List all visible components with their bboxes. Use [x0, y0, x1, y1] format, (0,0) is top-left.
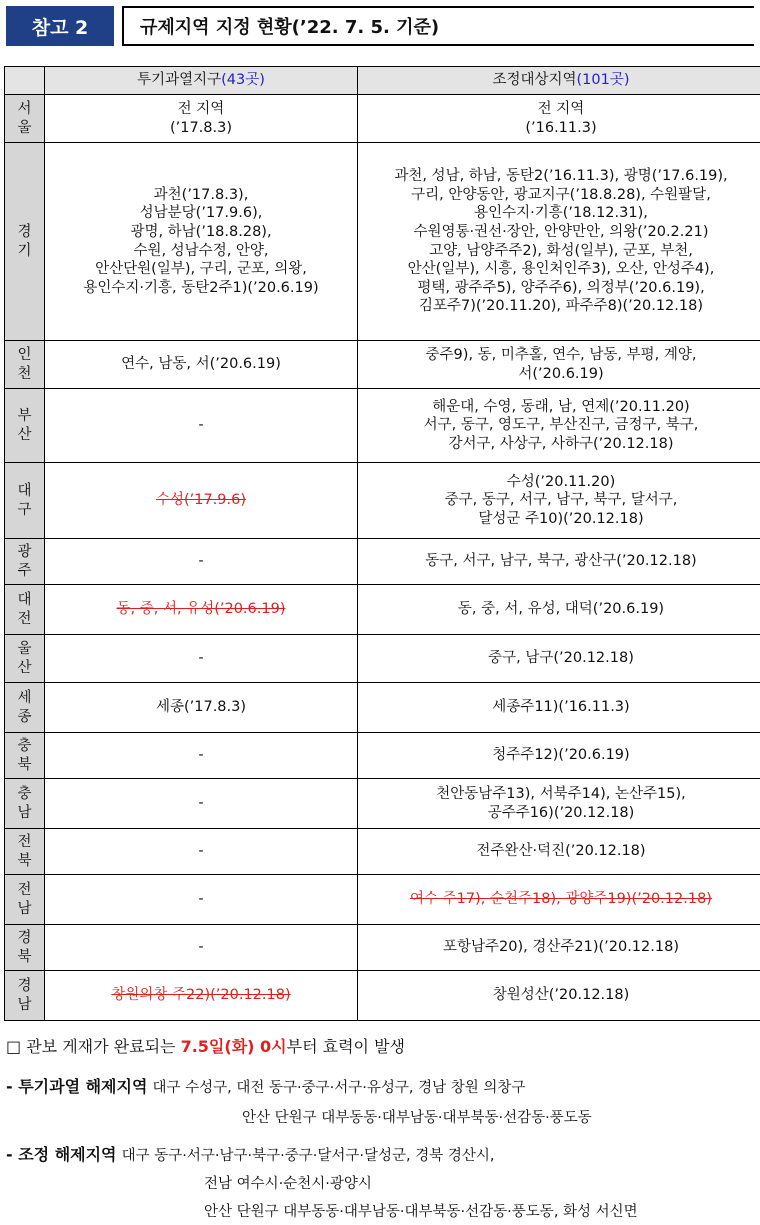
- adjustment-zone-header: 조정대상지역(101곳): [358, 67, 760, 95]
- table-row: [5, 539, 760, 585]
- speculative-release-line2: 안산 단원구 대부동동·대부남동·대부북동·선감동·풍도동: [242, 1110, 592, 1126]
- table-row: [5, 875, 760, 925]
- speculation-zone-text: -: [198, 417, 204, 434]
- table-row: [5, 585, 760, 635]
- speculation-zone-cell: [45, 925, 358, 971]
- reference-badge: 참고 2: [6, 6, 114, 46]
- speculation-zone-cell: [45, 463, 358, 539]
- speculation-zone-cell: [45, 683, 358, 733]
- table-row: [5, 389, 760, 463]
- table-row: [5, 829, 760, 875]
- speculation-zone-text: -: [198, 891, 204, 908]
- region-cell: 전 남: [5, 875, 45, 925]
- table-header-row: [5, 67, 760, 95]
- regulated-areas-table: [4, 66, 760, 1021]
- speculation-zone-text: 연수, 남동, 서(’20.6.19): [121, 356, 281, 373]
- speculation-zone-cell: [45, 389, 358, 463]
- table-row: [5, 95, 760, 143]
- adjustment-zone-text: 동구, 서구, 남구, 북구, 광산구(’20.12.18): [425, 553, 697, 570]
- region-cell: 인 천: [5, 341, 45, 389]
- page-header: [6, 6, 754, 46]
- speculation-zone-cell: [45, 143, 358, 341]
- adjustment-zone-cell: [358, 829, 760, 875]
- adjustment-zone-text: 해운대, 수영, 동래, 남, 연제(’20.11.20) 서구, 동구, 영도구, 부산진구, 금정구, 북구, 강서구, 사상구, 사하구(’20.12.18): [423, 398, 699, 452]
- speculation-zone-text: -: [198, 553, 204, 570]
- speculation-zone-cell: [45, 635, 358, 683]
- speculation-zone-text: 세종(’17.8.3): [155, 699, 247, 716]
- speculation-zone-text: -: [198, 939, 204, 956]
- page-title: 규제지역 지정 현황(’22. 7. 5. 기준): [122, 6, 754, 46]
- speculation-zone-cell: [45, 829, 358, 875]
- speculation-zone-text: -: [198, 650, 204, 667]
- adjustment-zone-text: 여수 주17), 순천주18), 광양주19)(’20.12.18): [410, 891, 712, 908]
- table-row: [5, 341, 760, 389]
- adjustment-zone-cell: [358, 733, 760, 779]
- region-cell: 충 북: [5, 733, 45, 779]
- region-cell: 경 남: [5, 971, 45, 1021]
- speculation-zone-cell: [45, 971, 358, 1021]
- speculation-zone-text: -: [198, 843, 204, 860]
- table-row: [5, 779, 760, 829]
- region-cell: 서 울: [5, 95, 45, 143]
- speculation-zone-cell: [45, 95, 358, 143]
- region-cell: 경 기: [5, 143, 45, 341]
- speculation-zone-cell: [45, 733, 358, 779]
- table-row: [5, 683, 760, 733]
- speculation-zone-cell: [45, 585, 358, 635]
- adjustment-zone-cell: [358, 971, 760, 1021]
- adjustment-zone-cell: [358, 635, 760, 683]
- adjustment-zone-text: 중주9), 동, 미추홀, 연수, 남동, 부평, 계양, 서(’20.6.19): [425, 346, 697, 382]
- adjustment-zone-text: 중구, 남구(’20.12.18): [488, 650, 634, 667]
- table-row: [5, 143, 760, 341]
- speculation-zone-cell: [45, 539, 358, 585]
- adjustment-zone-cell: [358, 95, 760, 143]
- region-header: [5, 67, 45, 95]
- speculation-zone-text: -: [198, 795, 204, 812]
- adjustment-zone-text: 전 지역 (’16.11.3): [525, 100, 597, 136]
- table-row: [5, 733, 760, 779]
- region-cell: 울 산: [5, 635, 45, 683]
- adjustment-zone-cell: [358, 463, 760, 539]
- region-cell: 경 북: [5, 925, 45, 971]
- speculation-zone-cell: [45, 779, 358, 829]
- adjustment-zone-text: 천안동남주13), 서북주14), 논산주15), 공주주16)(’20.12.18): [436, 785, 686, 821]
- table-row: [5, 925, 760, 971]
- effective-note: □ 관보 게재가 완료되는 7.5일(화) 0시부터 효력이 발생: [6, 1037, 405, 1056]
- adjustment-zone-text: 과천, 성남, 하남, 동탄2(’16.11.3), 광명(’17.6.19), 구리, 안양동안, 광교지구(’18.8.28), 수원팔달, 용인수지·기흥(’18.12.31), 수원영통·권선·장안, 안양만안, 의왕(’20.2.21) 고양, 남양주주2), 화성(일부), 군포, 부천, 안산(일부), 시흥, 용인처인주3), 오산, 안성주4), 평택, 광주주5), 양주주6), 의정부(’20.6.19), 김포주7)(’20.11.20), 파주주8)(’20.12.18): [394, 168, 728, 315]
- speculation-zone-text: -: [198, 747, 204, 764]
- adjustment-zone-cell: [358, 389, 760, 463]
- speculation-zone-text: 전 지역 (’17.8.3): [169, 100, 233, 136]
- region-cell: 대 구: [5, 463, 45, 539]
- adjustment-zone-text: 수성(’20.11.20) 중구, 동구, 서구, 남구, 북구, 달서구, 달성군 주10)(’20.12.18): [444, 473, 678, 527]
- adjustment-zone-text: 포항남주20), 경산주21)(’20.12.18): [443, 939, 679, 956]
- adjustment-zone-cell: [358, 875, 760, 925]
- table-row: [5, 635, 760, 683]
- adjustment-zone-text: 동, 중, 서, 유성, 대덕(’20.6.19): [457, 601, 665, 618]
- region-cell: 충 남: [5, 779, 45, 829]
- speculation-zone-text: 과천(’17.8.3), 성남분당(’17.9.6), 광명, 하남(’18.8.28), 수원, 성남수정, 안양, 안산단원(일부), 구리, 군포, 의왕, 용인수지·기흥, 동탄2주1)(’20.6.19): [83, 186, 319, 296]
- region-cell: 광 주: [5, 539, 45, 585]
- adjustment-zone-cell: [358, 539, 760, 585]
- adjustment-release-line3: 안산 단원구 대부동동·대부남동·대부북동·선감동·풍도동, 화성 서신면: [204, 1204, 638, 1220]
- speculative-release-note: - 투기과열 해제지역 대구 수성구, 대전 동구·중구·서구·유성구, 경남 창원 의창구: [6, 1077, 526, 1096]
- adjustment-zone-text: 세종주11)(’16.11.3): [492, 699, 630, 716]
- adjustment-zone-text: 창원성산(’20.12.18): [492, 987, 630, 1004]
- region-cell: 세 종: [5, 683, 45, 733]
- speculation-zone-text: 창원의창 주22)(’20.12.18): [111, 987, 291, 1004]
- adjustment-zone-cell: [358, 683, 760, 733]
- adjustment-zone-text: 전주완산·덕진(’20.12.18): [476, 843, 646, 860]
- adjustment-zone-cell: [358, 585, 760, 635]
- region-cell: 전 북: [5, 829, 45, 875]
- speculation-zone-cell: [45, 341, 358, 389]
- adjustment-zone-cell: [358, 341, 760, 389]
- adjustment-zone-text: 청주주12)(’20.6.19): [492, 747, 630, 764]
- adjustment-zone-cell: [358, 143, 760, 341]
- speculation-zone-text: 수성(’17.9.6): [155, 492, 247, 509]
- adjustment-release-line2: 전남 여수시·순천시·광양시: [204, 1176, 372, 1192]
- adjustment-release-note: - 조정 해제지역 대구 동구·서구·남구·북구·중구·달서구·달성군, 경북 경산시,: [6, 1145, 495, 1164]
- table-row: [5, 971, 760, 1021]
- adjustment-zone-cell: [358, 925, 760, 971]
- speculation-zone-header: 투기과열지구(43곳): [45, 67, 358, 95]
- adjustment-zone-cell: [358, 779, 760, 829]
- region-cell: 대 전: [5, 585, 45, 635]
- speculation-zone-cell: [45, 875, 358, 925]
- speculation-zone-text: 동, 중, 서, 유성(’20.6.19): [116, 601, 286, 618]
- region-cell: 부 산: [5, 389, 45, 463]
- table-row: [5, 463, 760, 539]
